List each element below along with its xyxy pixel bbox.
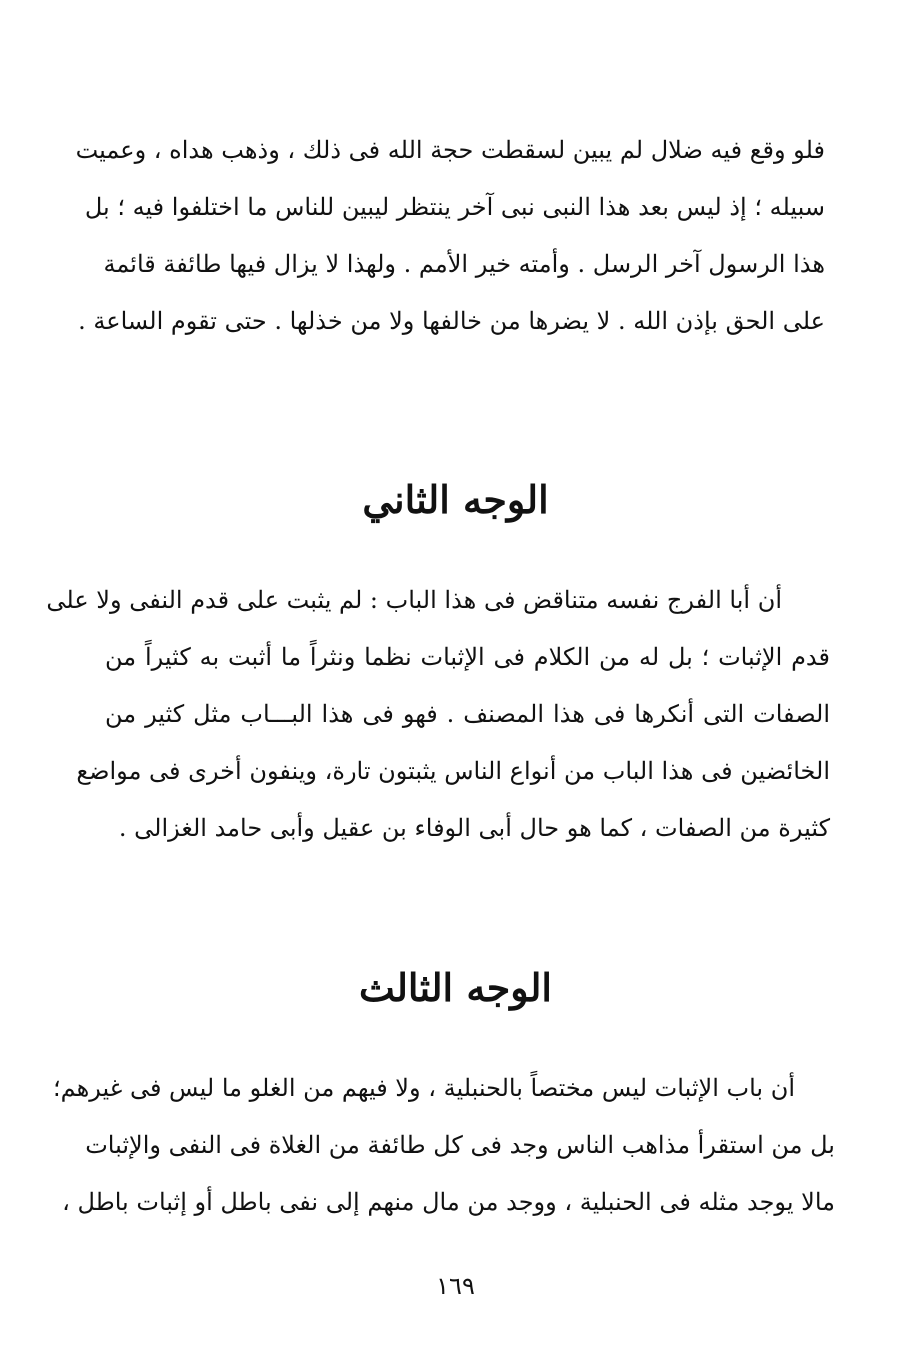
text-line: مالا يوجد مثله فى الحنبلية ، ووجد من مال منهم إلى نفى باطل أو إثبات باطل ، [62,1188,835,1216]
section-heading-third: الوجه الثالث [359,965,552,1010]
text-line: قدم الإثبات ؛ بل له من الكلام فى الإثبات نظما ونثراً ما أثبت به كثيراً من [105,643,831,671]
text-line: على الحق بإذن الله . لا يضرها من خالفها ولا من خذلها . حتى تقوم الساعة . [78,307,825,335]
text-line: أن أبا الفرج نفسه متناقض فى هذا الباب : لم يثبت على قدم النفى ولا على [46,586,782,614]
text-line: الخائضين فى هذا الباب من أنواع الناس يثبتون تارة، وينفون أخرى فى مواضع [76,757,830,785]
paragraph-continuation [75,122,825,350]
section-heading-second: الوجه الثاني [362,477,549,522]
text-line: بل من استقرأ مذاهب الناس وجد فى كل طائفة من الغلاة فى النفى والإثبات [85,1131,835,1159]
paragraph-second-aspect [46,572,831,857]
text-line: كثيرة من الصفات ، كما هو حال أبى الوفاء بن عقيل وأبى حامد الغزالى . [118,814,830,842]
text-line: فلو وقع فيه ضلال لم يبين لسقطت حجة الله فى ذلك ، وذهب هداه ، وعميت [75,136,825,164]
paragraph-third-aspect [53,1060,835,1231]
text-line: الصفات التى أنكرها فى هذا المصنف . فهو فى هذا البـــاب مثل كثير من [105,700,830,728]
text-line: أن باب الإثبات ليس مختصاً بالحنبلية ، ولا فيهم من الغلو ما ليس فى غيرهم؛ [53,1074,795,1102]
page-number: ١٦٩ [436,1272,475,1300]
text-line: هذا الرسول آخر الرسل . وأمته خير الأمم . ولهذا لا يزال فيها طائفة قائمة [103,250,825,278]
text-line: سبيله ؛ إذ ليس بعد هذا النبى نبى آخر ينتظر ليبين للناس ما اختلفوا فيه ؛ بل [84,193,825,221]
